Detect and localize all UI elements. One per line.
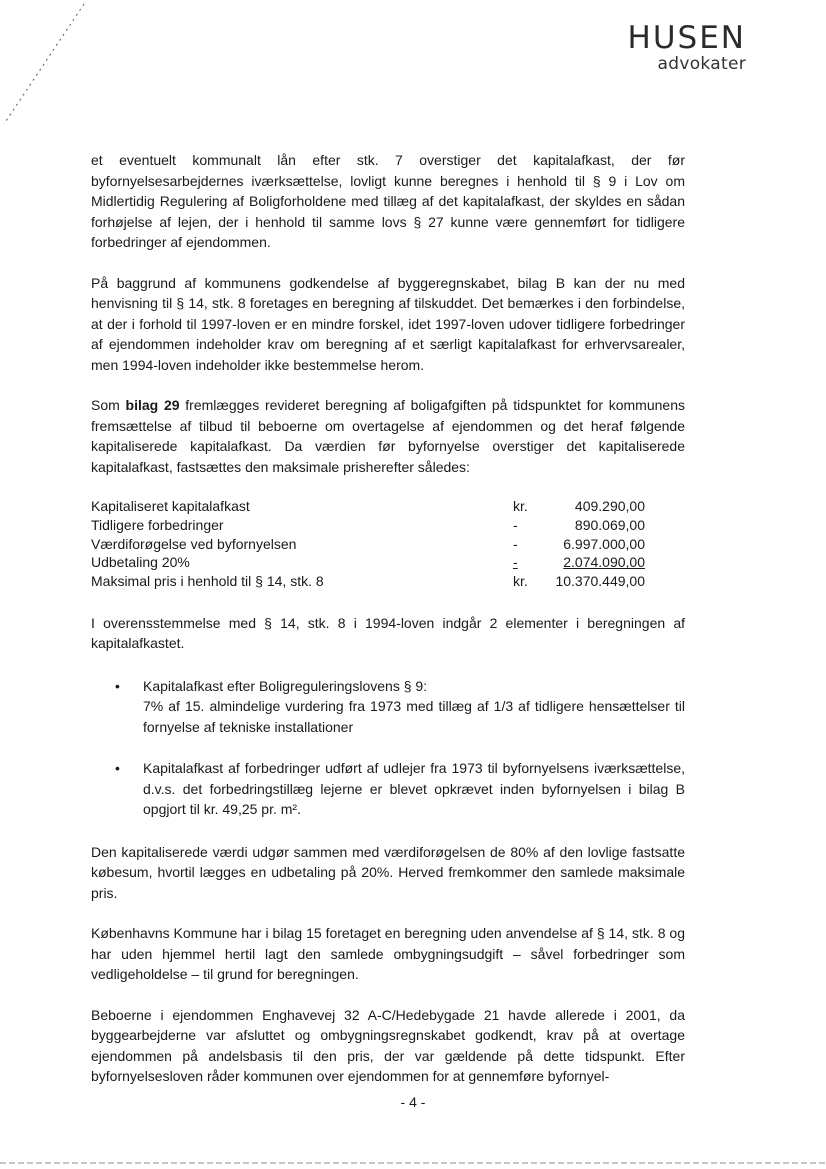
calc-label: Maksimal pris i henhold til § 14, stk. 8 (91, 573, 324, 590)
logo-name: HUSEN (627, 20, 746, 56)
paragraph-5: Den kapitaliserede værdi udgør sammen med værdiforøgelsen de 80% af den lovlige fastsatte købesum, hvortil lægges en udbetaling på 20%. Herved fremkommer den samlede maksimale pris. (91, 843, 685, 901)
calc-prefix: kr. (513, 573, 528, 590)
paragraph-3-start: Som (91, 397, 126, 413)
scan-artifact-marks (0, 0, 90, 130)
bullet-text: Kapitalafkast af forbedringer udført af udlejer fra 1973 til byfornyelsens iværksættelse, d.v.s. det forbedringstillæg lejerne er blevet opkrævet inden byfornyelsen i bilag B opgjort til kr. 49,25 pr. m². (143, 760, 685, 818)
calc-label: Kapitaliseret kapitalafkast (91, 498, 250, 514)
calc-prefix: - (513, 516, 518, 533)
calc-label: Udbetaling 20% (91, 554, 190, 571)
calc-label: Værdiforøgelse ved byfornyelsen (91, 535, 297, 552)
bullet-icon: • (115, 677, 120, 694)
bullet-title: Kapitalafkast efter Boligreguleringslovens § 9: (143, 677, 428, 694)
bullet-item (91, 676, 685, 738)
calc-row (91, 553, 645, 572)
calc-value: 2.074.090,00 (563, 554, 645, 571)
calc-row (91, 497, 645, 516)
paragraph-3 (91, 395, 685, 477)
price-calculation-table (91, 497, 645, 591)
calc-prefix: - (513, 535, 518, 552)
calc-prefix: kr. (513, 498, 528, 514)
calc-value: 890.069,00 (574, 516, 645, 533)
document-body (91, 150, 685, 1087)
calc-row (91, 516, 645, 535)
bullet-list (91, 676, 685, 820)
bilag-reference: bilag 29 (125, 397, 180, 413)
calc-row (91, 535, 645, 554)
paragraph-1: et eventuelt kommunalt lån efter stk. 7 overstiger det kapitalafkast, der før byfornyelsesarbejdernes iværksættelse, lovligt kunne beregnes i henhold til § 9 i Lov om Midlertidig Regulering af Boligforholdene med tillæg af det kapitalafkast, der skyldes en sådan forhøjelse af lejen, der i henhold til samme lovs § 27 kunne være gennemført for tidligere forbedringer af ejendommen. (91, 152, 685, 250)
bullet-item (91, 758, 685, 820)
page-number: - 4 - (400, 1094, 426, 1110)
calc-label: Tidligere forbedringer (91, 516, 224, 533)
calc-prefix: - (513, 554, 518, 571)
paragraph-7: Beboerne i ejendommen Enghavevej 32 A-C/Hedebygade 21 havde allerede i 2001, da byggearbejderne var afsluttet og ombygningsregnskabet godkendt, krav på at overtage ejendommen på andelsbasis til den pris, der var gældende på dette tidspunkt. Efter byfornyelsesloven råder kommunen over ejendommen for at gennemføre byfornyel- (91, 1006, 685, 1085)
paragraph-3-rest: fremlægges revideret beregning af boligafgiften på tidspunktet for kommunens fremsættelse af tilbud til beboerne om overtagelse af ejendommen og det heraf følgende kapitaliserede kapitalafkast. Da værdien før byfornyelse overstiger det kapitaliserede kapitalafkast, fastsættes den maksimale prisherefter således: (91, 397, 685, 475)
calc-total-row (91, 572, 645, 591)
paragraph-2: På baggrund af kommunens godkendelse af byggeregnskabet, bilag B kan der nu med henvisning til § 14, stk. 8 foretages en beregning af tilskuddet. Det bemærkes i den forbindelse, at der i forhold til 1997-loven er en mindre forskel, idet 1997-loven udover tidligere forbedringer af ejendommen indeholder krav om beregning af et særligt kapitalafkast for erhvervsarealer, men 1994-loven indeholder ikke bestemmelse herom. (91, 274, 685, 373)
paragraph-4: I overensstemmelse med § 14, stk. 8 i 1994-loven indgår 2 elementer i beregningen af kapitalafkastet. (91, 614, 685, 652)
calc-value: 409.290,00 (574, 498, 645, 514)
bullet-icon: • (115, 760, 120, 777)
logo-subtitle: advokater (657, 54, 746, 74)
paragraph-6: Københavns Kommune har i bilag 15 foretaget en beregning uden anvendelse af § 14, stk. 8 og har uden hjemmel hertil lagt den samlede ombygningsudgift – såvel forbedringer som vedligeholdelse – til grund for beregningen. (91, 925, 685, 983)
bullet-text: 7% af 15. almindelige vurdering fra 1973 med tillæg af 1/3 af tidligere hensættelser til fornyelse af tekniske installationer (143, 698, 685, 735)
scan-bottom-edge (0, 1159, 826, 1169)
calc-value: 6.997.000,00 (563, 535, 645, 552)
company-logo (628, 22, 746, 73)
calc-value: 10.370.449,00 (555, 573, 645, 590)
